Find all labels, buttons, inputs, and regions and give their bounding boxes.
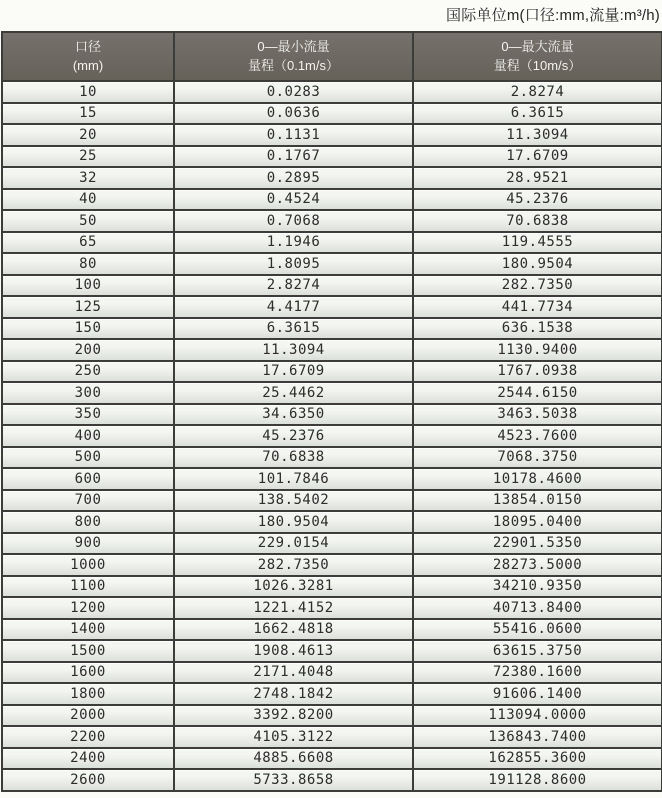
max-flow-cell: 6.3615 bbox=[413, 103, 662, 125]
column-header-diameter-line1: 口径 bbox=[74, 39, 101, 54]
table-row bbox=[2, 189, 662, 211]
table-body bbox=[2, 81, 662, 791]
column-header-max-flow bbox=[413, 32, 662, 81]
table-row bbox=[2, 296, 662, 318]
min-flow-cell: 0.0283 bbox=[174, 81, 413, 103]
min-flow-cell: 0.4524 bbox=[174, 189, 413, 211]
table-row bbox=[2, 146, 662, 168]
table-row bbox=[2, 275, 662, 297]
column-header-min-flow-line1: 0—最小流量 bbox=[257, 39, 330, 54]
min-flow-cell: 4105.3122 bbox=[174, 726, 413, 748]
diameter-cell: 500 bbox=[2, 447, 174, 469]
max-flow-cell: 282.7350 bbox=[413, 275, 662, 297]
column-header-diameter bbox=[2, 32, 174, 81]
min-flow-cell: 25.4462 bbox=[174, 382, 413, 404]
diameter-cell: 1000 bbox=[2, 554, 174, 576]
table-row bbox=[2, 533, 662, 555]
min-flow-cell: 282.7350 bbox=[174, 554, 413, 576]
min-flow-cell: 6.3615 bbox=[174, 318, 413, 340]
max-flow-cell: 55416.0600 bbox=[413, 619, 662, 641]
min-flow-cell: 4.4177 bbox=[174, 296, 413, 318]
diameter-cell: 350 bbox=[2, 404, 174, 426]
diameter-cell: 2400 bbox=[2, 748, 174, 770]
table-row bbox=[2, 404, 662, 426]
max-flow-cell: 40713.8400 bbox=[413, 597, 662, 619]
diameter-cell: 150 bbox=[2, 318, 174, 340]
table-row bbox=[2, 726, 662, 748]
diameter-cell: 300 bbox=[2, 382, 174, 404]
min-flow-cell: 11.3094 bbox=[174, 339, 413, 361]
table-row bbox=[2, 597, 662, 619]
diameter-cell: 900 bbox=[2, 533, 174, 555]
diameter-cell: 2000 bbox=[2, 705, 174, 727]
max-flow-cell: 2.8274 bbox=[413, 81, 662, 103]
diameter-cell: 80 bbox=[2, 253, 174, 275]
min-flow-cell: 229.0154 bbox=[174, 533, 413, 555]
table-row bbox=[2, 554, 662, 576]
max-flow-cell: 45.2376 bbox=[413, 189, 662, 211]
diameter-cell: 50 bbox=[2, 210, 174, 232]
diameter-cell: 25 bbox=[2, 146, 174, 168]
diameter-cell: 1600 bbox=[2, 662, 174, 684]
min-flow-cell: 2.8274 bbox=[174, 275, 413, 297]
table-row bbox=[2, 425, 662, 447]
min-flow-cell: 180.9504 bbox=[174, 511, 413, 533]
diameter-cell: 20 bbox=[2, 124, 174, 146]
table-row bbox=[2, 662, 662, 684]
diameter-cell: 600 bbox=[2, 468, 174, 490]
max-flow-cell: 63615.3750 bbox=[413, 640, 662, 662]
min-flow-cell: 5733.8658 bbox=[174, 769, 413, 791]
diameter-cell: 800 bbox=[2, 511, 174, 533]
diameter-cell: 40 bbox=[2, 189, 174, 211]
max-flow-cell: 18095.0400 bbox=[413, 511, 662, 533]
min-flow-cell: 45.2376 bbox=[174, 425, 413, 447]
max-flow-cell: 119.4555 bbox=[413, 232, 662, 254]
table-row bbox=[2, 210, 662, 232]
max-flow-cell: 191128.8600 bbox=[413, 769, 662, 791]
diameter-cell: 250 bbox=[2, 361, 174, 383]
diameter-cell: 10 bbox=[2, 81, 174, 103]
max-flow-cell: 162855.3600 bbox=[413, 748, 662, 770]
max-flow-cell: 3463.5038 bbox=[413, 404, 662, 426]
diameter-cell: 700 bbox=[2, 490, 174, 512]
min-flow-cell: 2748.1842 bbox=[174, 683, 413, 705]
max-flow-cell: 1130.9400 bbox=[413, 339, 662, 361]
table-row bbox=[2, 447, 662, 469]
table-row bbox=[2, 619, 662, 641]
table-row bbox=[2, 232, 662, 254]
header-row bbox=[2, 32, 662, 81]
min-flow-cell: 4885.6608 bbox=[174, 748, 413, 770]
table-row bbox=[2, 103, 662, 125]
max-flow-cell: 180.9504 bbox=[413, 253, 662, 275]
max-flow-cell: 13854.0150 bbox=[413, 490, 662, 512]
min-flow-cell: 17.6709 bbox=[174, 361, 413, 383]
max-flow-cell: 28273.5000 bbox=[413, 554, 662, 576]
table-row bbox=[2, 339, 662, 361]
table-row bbox=[2, 705, 662, 727]
diameter-cell: 100 bbox=[2, 275, 174, 297]
table-row bbox=[2, 576, 662, 598]
min-flow-cell: 34.6350 bbox=[174, 404, 413, 426]
min-flow-cell: 101.7846 bbox=[174, 468, 413, 490]
diameter-cell: 1500 bbox=[2, 640, 174, 662]
diameter-cell: 1400 bbox=[2, 619, 174, 641]
table-row bbox=[2, 318, 662, 340]
table-row bbox=[2, 468, 662, 490]
max-flow-cell: 441.7734 bbox=[413, 296, 662, 318]
table-row bbox=[2, 81, 662, 103]
table-row bbox=[2, 769, 662, 791]
max-flow-cell: 72380.1600 bbox=[413, 662, 662, 684]
min-flow-cell: 2171.4048 bbox=[174, 662, 413, 684]
units-caption: 国际单位m(口径:mm,流量:m³/h) bbox=[446, 7, 660, 24]
column-header-max-flow-line2: 量程（10m/s） bbox=[493, 58, 582, 73]
diameter-cell: 2200 bbox=[2, 726, 174, 748]
diameter-cell: 65 bbox=[2, 232, 174, 254]
diameter-cell: 2600 bbox=[2, 769, 174, 791]
max-flow-cell: 1767.0938 bbox=[413, 361, 662, 383]
max-flow-cell: 636.1538 bbox=[413, 318, 662, 340]
min-flow-cell: 0.1131 bbox=[174, 124, 413, 146]
max-flow-cell: 10178.4600 bbox=[413, 468, 662, 490]
max-flow-cell: 34210.9350 bbox=[413, 576, 662, 598]
min-flow-cell: 1221.4152 bbox=[174, 597, 413, 619]
max-flow-cell: 113094.0000 bbox=[413, 705, 662, 727]
max-flow-cell: 4523.7600 bbox=[413, 425, 662, 447]
diameter-cell: 1800 bbox=[2, 683, 174, 705]
table-row bbox=[2, 253, 662, 275]
max-flow-cell: 91606.1400 bbox=[413, 683, 662, 705]
max-flow-cell: 17.6709 bbox=[413, 146, 662, 168]
min-flow-cell: 1.1946 bbox=[174, 232, 413, 254]
min-flow-cell: 70.6838 bbox=[174, 447, 413, 469]
min-flow-cell: 0.0636 bbox=[174, 103, 413, 125]
table-row bbox=[2, 361, 662, 383]
max-flow-cell: 11.3094 bbox=[413, 124, 662, 146]
table-row bbox=[2, 490, 662, 512]
column-header-diameter-line2: (mm) bbox=[72, 58, 104, 73]
max-flow-cell: 2544.6150 bbox=[413, 382, 662, 404]
min-flow-cell: 0.7068 bbox=[174, 210, 413, 232]
column-header-min-flow-line2: 量程（0.1m/s） bbox=[247, 58, 339, 73]
diameter-cell: 1200 bbox=[2, 597, 174, 619]
diameter-cell: 200 bbox=[2, 339, 174, 361]
table-row bbox=[2, 124, 662, 146]
min-flow-cell: 1662.4818 bbox=[174, 619, 413, 641]
diameter-cell: 15 bbox=[2, 103, 174, 125]
flow-range-table bbox=[1, 31, 662, 792]
diameter-cell: 32 bbox=[2, 167, 174, 189]
max-flow-cell: 28.9521 bbox=[413, 167, 662, 189]
table-row bbox=[2, 748, 662, 770]
table-row bbox=[2, 640, 662, 662]
max-flow-cell: 136843.7400 bbox=[413, 726, 662, 748]
table-row bbox=[2, 382, 662, 404]
diameter-cell: 1100 bbox=[2, 576, 174, 598]
max-flow-cell: 7068.3750 bbox=[413, 447, 662, 469]
min-flow-cell: 0.1767 bbox=[174, 146, 413, 168]
diameter-cell: 125 bbox=[2, 296, 174, 318]
table-row bbox=[2, 511, 662, 533]
min-flow-cell: 138.5402 bbox=[174, 490, 413, 512]
min-flow-cell: 1.8095 bbox=[174, 253, 413, 275]
min-flow-cell: 1908.4613 bbox=[174, 640, 413, 662]
max-flow-cell: 70.6838 bbox=[413, 210, 662, 232]
table-row bbox=[2, 167, 662, 189]
max-flow-cell: 22901.5350 bbox=[413, 533, 662, 555]
table-row bbox=[2, 683, 662, 705]
min-flow-cell: 1026.3281 bbox=[174, 576, 413, 598]
min-flow-cell: 0.2895 bbox=[174, 167, 413, 189]
min-flow-cell: 3392.8200 bbox=[174, 705, 413, 727]
diameter-cell: 400 bbox=[2, 425, 174, 447]
column-header-min-flow bbox=[174, 32, 413, 81]
column-header-max-flow-line1: 0—最大流量 bbox=[501, 39, 574, 54]
